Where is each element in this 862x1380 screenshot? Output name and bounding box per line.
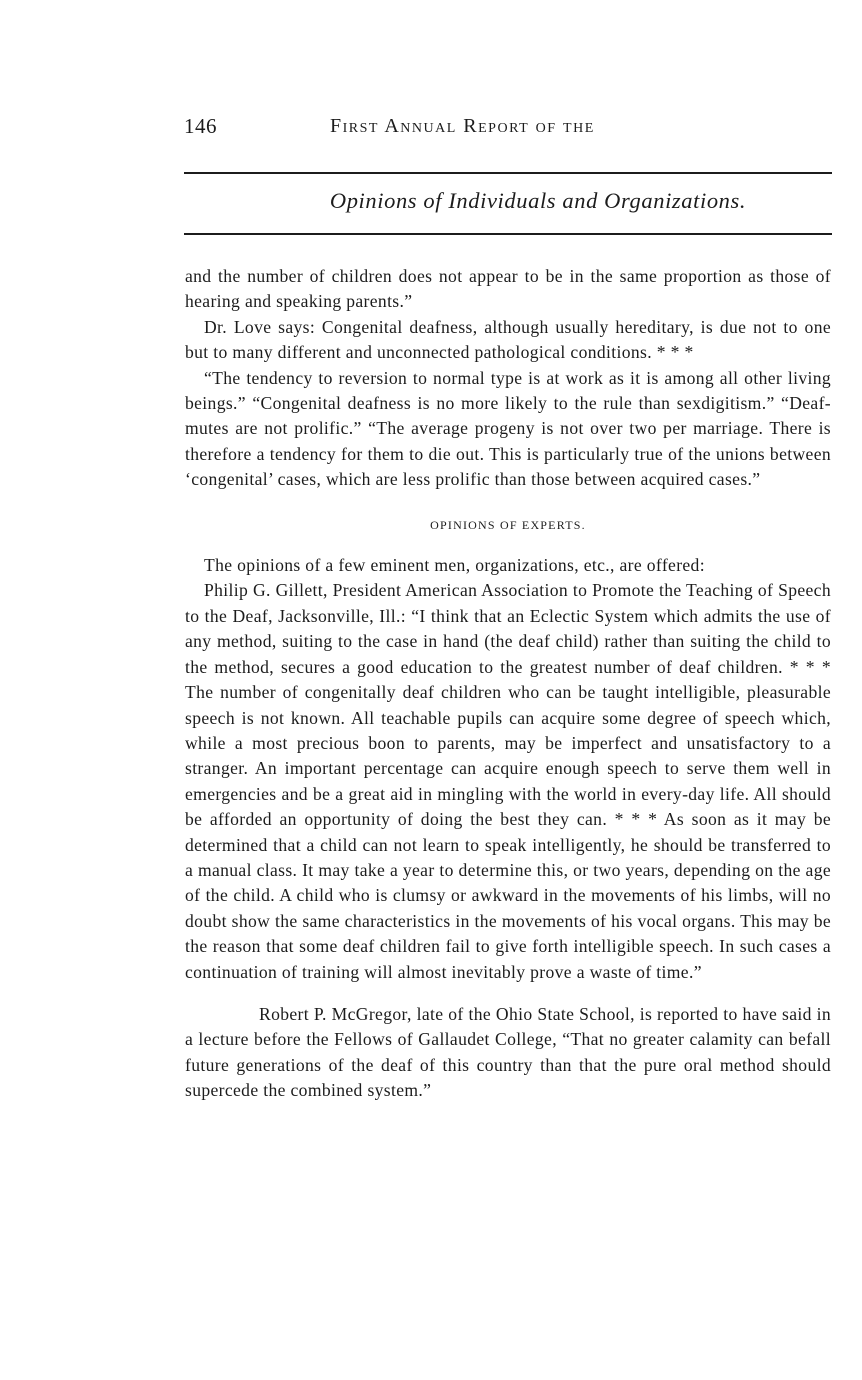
running-head bbox=[184, 114, 834, 144]
header-rule-bottom bbox=[184, 233, 832, 235]
paragraph-quotation: “The tendency to reversion to normal type is at work as it is among all other living beings.” “Congenital deafness is no more likely to the rule than sexdigitism.” “Deaf-mutes are not prolific.” “The average progeny is not over two per marriage. There is therefore a tendency for them to die out. This is particularly true of the unions between ‘congenital’ cases, which are less prolific than those between acquired cases.” bbox=[185, 367, 831, 490]
section-heading: Opinions of Individuals and Organizations. bbox=[329, 188, 747, 213]
paragraph-intro: The opinions of a few eminent men, organizations, etc., are offered: bbox=[204, 555, 705, 576]
report-title: First Annual Report of the bbox=[330, 115, 595, 137]
page-number: 146 bbox=[184, 114, 217, 138]
paragraph-gillett: Philip G. Gillett, President American Association to Promote the Teaching of Speech to the Deaf, Jacksonville, Ill.: “I think that an Eclectic System which admits the use of any method, suiting to the case in hand (the deaf child) rather than suiting the child to the method, secures a good education to the greatest number of deaf children. * * * The number of congenitally deaf children who can be taught intelligible, pleasurable speech is not known. All teachable pupils can acquire some degree of speech which, while a most precious boon to parents, may be imperfect and unsatisfactory to a stranger. An important percentage can acquire enough speech to serve them well in emergencies and be a great aid in mingling with the world in every-day life. All should be afforded an opportunity of doing the best they can. * * * As soon as it may be determined that a child can not learn to speak intelligently, he should be transferred to a manual class. It may take a year to determine this, or two years, depending on the age of the child. A child who is clumsy or awkward in the movements of his limbs, will no doubt show the same characteristics in the movements of his vocal organs. This may be the reason that some deaf children fail to give forth intelligible speech. In such cases a continuation of training will almost inevitably prove a waste of time.” bbox=[185, 580, 831, 982]
paragraph-dr-love: Dr. Love says: Congenital deafness, although usually hereditary, is due not to one but to many different and unconnected pathological conditions. * * * bbox=[185, 316, 831, 363]
paragraph-continuation: and the number of children does not appear to be in the same proportion as those of hearing and speaking parents.” bbox=[185, 266, 831, 312]
header-rule-top bbox=[184, 172, 832, 174]
body-text bbox=[185, 264, 831, 1104]
subheading-opinions-of-experts: OPINIONS OF EXPERTS. bbox=[430, 517, 586, 532]
paragraph-mcgregor: Robert P. McGregor, late of the Ohio State School, is reported to have said in a lecture before the Fellows of Gallaudet College, “That no greater calamity can befall future generations of the deaf of this country than that the pure oral method should supercede the combined system.” bbox=[185, 1003, 831, 1101]
paragraph-gap bbox=[185, 985, 831, 1002]
